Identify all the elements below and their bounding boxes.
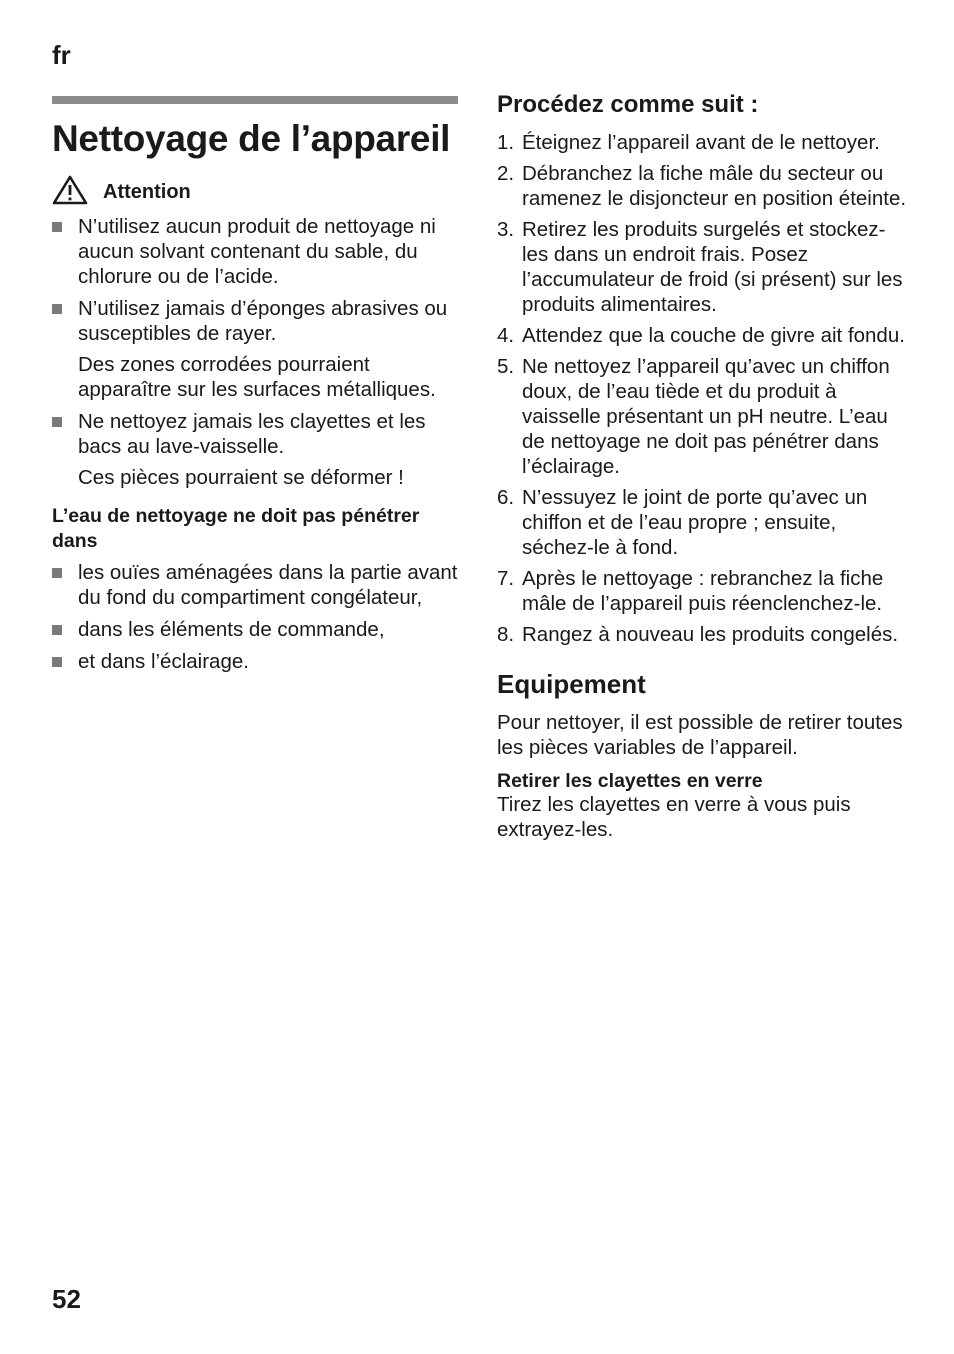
list-item-text: N’utilisez jamais d’éponges abrasives ou susceptibles de rayer. — [78, 297, 448, 345]
bullet-square-icon — [52, 568, 62, 578]
section-rule — [52, 96, 458, 104]
step-number: 2. — [497, 162, 515, 185]
list-item — [52, 214, 458, 289]
warning-icon — [52, 175, 88, 205]
water-subheading: L’eau de nettoyage ne doit pas pénétrer dans — [52, 505, 420, 552]
step-item — [497, 622, 907, 647]
page-number: 52 — [52, 1284, 81, 1314]
step-item — [497, 566, 907, 616]
list-item-text: N’utilisez aucun produit de nettoyage ni aucun solvant contenant du sable, du chlorure ou de l’acide. — [78, 215, 436, 288]
list-item — [52, 617, 458, 642]
step-text: Retirez les produits surgelés et stockez-les dans un endroit frais. Posez l’accumulateur de froid (si présent) sur les produits alimentaires. — [522, 218, 903, 316]
step-item — [497, 161, 907, 211]
list-item-note: Ces pièces pourraient se déformer ! — [78, 466, 404, 489]
step-number: 3. — [497, 218, 515, 241]
list-item-text: dans les éléments de commande, — [78, 618, 385, 641]
step-number: 1. — [497, 131, 515, 154]
right-column — [497, 88, 907, 842]
procedure-heading: Procédez comme suit : — [497, 91, 759, 118]
equipment-text: Pour nettoyer, il est possible de retirer toutes les pièces variables de l’appareil. — [497, 711, 903, 759]
step-text: Ne nettoyez l’appareil qu’avec un chiffon doux, de l’eau tiède et du produit à vaisselle présentant un pH neutre. L’eau de nettoyage ne doit pas pénétrer dans l’éclairage. — [522, 355, 890, 478]
bullet-square-icon — [52, 657, 62, 667]
step-text: Éteignez l’appareil avant de le nettoyer. — [522, 131, 880, 154]
bullet-square-icon — [52, 222, 62, 232]
step-text: Débranchez la fiche mâle du secteur ou ramenez le disjoncteur en position éteinte. — [522, 162, 907, 210]
shelves-label: Retirer les clayettes en verre — [497, 770, 763, 792]
warning-list — [52, 214, 458, 490]
page-title: Nettoyage de l’appareil — [52, 118, 451, 159]
shelves-text: Tirez les clayettes en verre à vous puis extrayez-les. — [497, 793, 851, 841]
step-text: Après le nettoyage : rebranchez la fiche mâle de l’appareil puis réenclenchez-le. — [522, 567, 884, 615]
step-item — [497, 130, 907, 155]
bullet-square-icon — [52, 625, 62, 635]
step-item — [497, 323, 907, 348]
bullet-square-icon — [52, 304, 62, 314]
step-number: 5. — [497, 355, 515, 378]
list-item-note: Des zones corrodées pourraient apparaître sur les surfaces métalliques. — [78, 353, 436, 401]
water-list — [52, 560, 458, 674]
list-item-text: les ouïes aménagées dans la partie avant du fond du compartiment congélateur, — [78, 561, 458, 609]
step-text: N’essuyez le joint de porte qu’avec un chiffon et de l’eau propre ; ensuite, séchez-le à fond. — [522, 486, 868, 559]
step-item — [497, 217, 907, 317]
step-number: 7. — [497, 567, 515, 590]
procedure-steps — [497, 130, 907, 647]
step-text: Rangez à nouveau les produits congelés. — [522, 623, 899, 646]
left-column — [52, 96, 458, 674]
list-item — [52, 409, 458, 490]
step-number: 6. — [497, 486, 515, 509]
step-number: 4. — [497, 324, 515, 347]
list-item-text: Ne nettoyez jamais les clayettes et les bacs au lave-vaisselle. — [78, 410, 426, 458]
list-item — [52, 649, 458, 674]
list-item-text: et dans l’éclairage. — [78, 650, 249, 673]
list-item — [52, 560, 458, 610]
step-text: Attendez que la couche de givre ait fondu. — [522, 324, 905, 347]
step-item — [497, 485, 907, 560]
list-item — [52, 296, 458, 402]
bullet-square-icon — [52, 417, 62, 427]
step-number: 8. — [497, 623, 515, 646]
language-tag: fr — [52, 40, 71, 70]
step-item — [497, 354, 907, 479]
equipment-heading: Equipement — [497, 669, 646, 699]
warning-header — [52, 174, 458, 206]
warning-label: Attention — [103, 180, 191, 203]
